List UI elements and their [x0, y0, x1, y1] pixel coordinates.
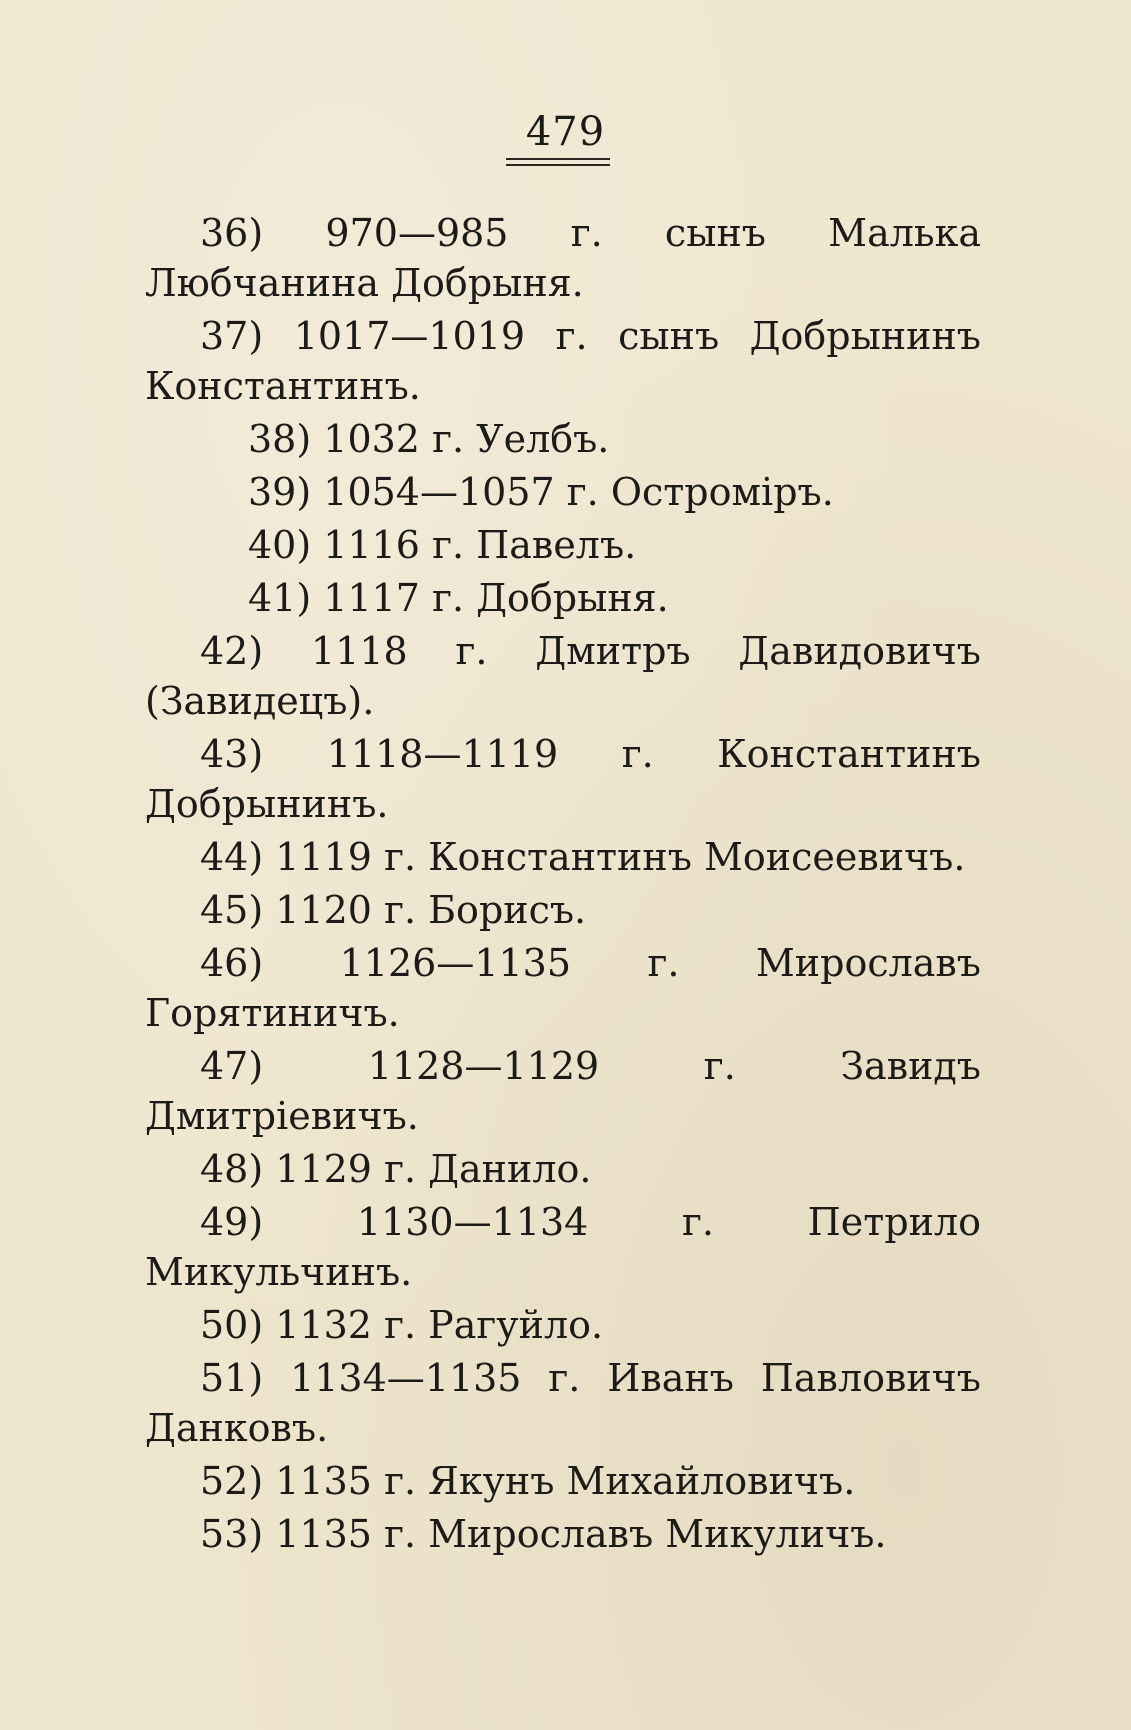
list-item: [145, 311, 981, 411]
entry-number: 53): [200, 1512, 264, 1556]
list-item: [145, 1041, 981, 1141]
entry-text: 1129 г. Данило.: [275, 1147, 592, 1191]
list-item: [145, 885, 981, 935]
list-item: [145, 1353, 981, 1453]
entry-number: 45): [200, 888, 264, 932]
entry-number: 46): [200, 941, 264, 985]
entry-text: 1119 г. Константинъ Моисеевичъ.: [275, 835, 966, 879]
entry-text: 1134—1135 г. Иванъ Павловичъ Данковъ.: [145, 1356, 981, 1450]
entry-text: 1032 г. Уелбъ.: [323, 417, 610, 461]
list-item: [145, 1300, 981, 1350]
page-number: 479: [525, 109, 606, 155]
list-item: [145, 520, 981, 570]
entry-number: 51): [200, 1356, 264, 1400]
list-item: [145, 414, 981, 464]
entry-text: 1120 г. Борисъ.: [275, 888, 587, 932]
entry-number: 40): [248, 523, 312, 567]
list-item: [145, 626, 981, 726]
entry-number: 37): [200, 314, 264, 358]
entry-text: 1130—1134 г. Петрило Микульчинъ.: [145, 1200, 981, 1294]
entry-text: 1054—1057 г. Остромiръ.: [323, 470, 834, 514]
entry-number: 47): [200, 1044, 264, 1088]
entry-number: 36): [200, 211, 264, 255]
entry-text: 1118—1119 г. Константинъ Добрынинъ.: [145, 732, 981, 826]
entry-text: 1116 г. Павелъ.: [323, 523, 637, 567]
entry-text: 1126—1135 г. Мирославъ Горятиничъ.: [145, 941, 981, 1035]
list-item: [145, 208, 981, 308]
entry-list: [145, 208, 981, 1562]
entry-text: 1128—1129 г. Завидъ Дмитрiевичъ.: [145, 1044, 981, 1138]
list-item: [145, 467, 981, 517]
page-number-rule-top: [506, 158, 610, 160]
entry-text: 1017—1019 г. сынъ Добрынинъ Константинъ.: [145, 314, 981, 408]
entry-number: 38): [248, 417, 312, 461]
list-item: [145, 1456, 981, 1506]
entry-text: 970—985 г. сынъ Малька Любчанина Добрыня.: [145, 211, 981, 305]
list-item: [145, 1197, 981, 1297]
entry-number: 50): [200, 1303, 264, 1347]
entry-number: 52): [200, 1459, 264, 1503]
entry-number: 48): [200, 1147, 264, 1191]
list-item: [145, 1509, 981, 1559]
list-item: [145, 729, 981, 829]
page-number-rule-bottom: [506, 164, 610, 166]
entry-text: 1117 г. Добрыня.: [323, 576, 669, 620]
entry-number: 49): [200, 1200, 264, 1244]
entry-number: 43): [200, 732, 264, 776]
entry-text: 1132 г. Рагуйло.: [275, 1303, 604, 1347]
list-item: [145, 938, 981, 1038]
entry-text: 1135 г. Мирославъ Микуличъ.: [275, 1512, 887, 1556]
entry-text: 1135 г. Якунъ Михайловичъ.: [275, 1459, 856, 1503]
entry-number: 39): [248, 470, 312, 514]
list-item: [145, 832, 981, 882]
list-item: [145, 1144, 981, 1194]
entry-number: 41): [248, 576, 312, 620]
entry-number: 42): [200, 629, 264, 673]
entry-text: 1118 г. Дмитръ Давидовичъ (Завидецъ).: [145, 629, 981, 723]
entry-number: 44): [200, 835, 264, 879]
list-item: [145, 573, 981, 623]
